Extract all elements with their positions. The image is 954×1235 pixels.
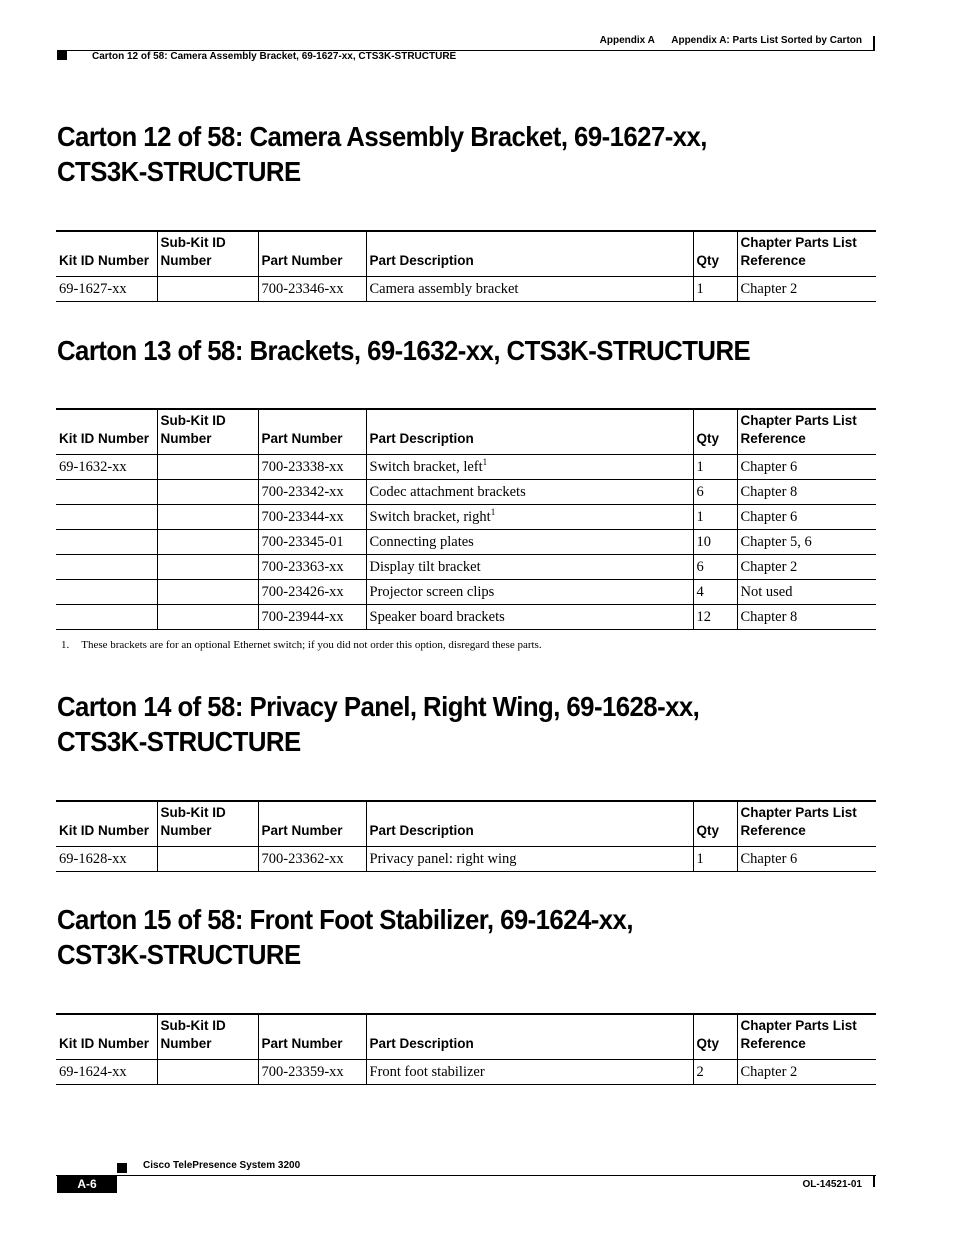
cell-part-description: Display tilt bracket [366, 555, 693, 580]
col-qty: Qty [693, 231, 737, 277]
cell-part-number: 700-23362-xx [258, 847, 366, 872]
cell-part-number: 700-23359-xx [258, 1060, 366, 1085]
cell-chapter-reference: Chapter 5, 6 [737, 530, 876, 555]
appendix-title: Appendix A: Parts List Sorted by Carton [671, 35, 862, 46]
cell-kit-id [56, 505, 157, 530]
cell-chapter-reference: Chapter 6 [737, 847, 876, 872]
col-part-description: Part Description [366, 801, 693, 847]
parts-table-carton-12 [56, 230, 876, 302]
cell-part-number: 700-23346-xx [258, 277, 366, 302]
col-part-description: Part Description [366, 409, 693, 455]
cell-chapter-reference: Not used [737, 580, 876, 605]
section-title-carton-13: Carton 13 of 58: Brackets, 69-1632-xx, CTS3K-STRUCTURE [57, 335, 751, 366]
footnote-ref[interactable]: 1 [490, 507, 496, 517]
cell-sub-kit-id [157, 530, 258, 555]
cell-kit-id: 69-1628-xx [56, 847, 157, 872]
col-qty: Qty [693, 1014, 737, 1060]
page-number: A-6 [57, 1175, 117, 1193]
col-part-number: Part Number [258, 1014, 366, 1060]
table-header-row [56, 231, 876, 277]
cell-qty: 2 [693, 1060, 737, 1085]
table-row [56, 847, 876, 872]
parts-table-carton-14 [56, 800, 876, 872]
cell-kit-id: 69-1627-xx [56, 277, 157, 302]
table-header-row [56, 1014, 876, 1060]
col-kit-id: Kit ID Number [56, 231, 157, 277]
parts-table-carton-13 [56, 408, 876, 630]
col-chapter-reference: Chapter Parts List Reference [737, 801, 876, 847]
cell-part-description: Switch bracket, left$^1$ [366, 455, 693, 480]
footnote: 1. These brackets are for an optional Ethernet switch; if you did not order this option, disregard these parts. [61, 639, 542, 651]
section-title-carton-12: Carton 12 of 58: Camera Assembly Bracket, 69-1627-xx, CTS3K-STRUCTURE [57, 121, 707, 187]
cell-kit-id: 69-1624-xx [56, 1060, 157, 1085]
col-chapter-reference: Chapter Parts List Reference [737, 409, 876, 455]
section-title-carton-15: Carton 15 of 58: Front Foot Stabilizer, 69-1624-xx, CST3K-STRUCTURE [57, 904, 633, 970]
cell-sub-kit-id [157, 580, 258, 605]
doc-number: OL-14521-01 [802, 1179, 862, 1190]
cell-kit-id: 69-1632-xx [56, 455, 157, 480]
col-part-description: Part Description [366, 231, 693, 277]
cell-part-description: Privacy panel: right wing [366, 847, 693, 872]
table-header-row [56, 409, 876, 455]
running-header-right [600, 35, 862, 46]
parts-table-carton-15 [56, 1013, 876, 1085]
cell-part-description: Projector screen clips [366, 580, 693, 605]
cell-part-description: Connecting plates [366, 530, 693, 555]
table-header-row [56, 801, 876, 847]
cell-chapter-reference: Chapter 2 [737, 1060, 876, 1085]
cell-qty: 1 [693, 455, 737, 480]
col-kit-id: Kit ID Number [56, 409, 157, 455]
cell-part-number: 700-23342-xx [258, 480, 366, 505]
col-sub-kit-id: Sub-Kit ID Number [157, 409, 258, 455]
cell-qty: 10 [693, 530, 737, 555]
header-divider [873, 36, 875, 50]
cell-part-description: Codec attachment brackets [366, 480, 693, 505]
col-qty: Qty [693, 409, 737, 455]
table-row [56, 505, 876, 530]
cell-sub-kit-id [157, 605, 258, 630]
cell-qty: 4 [693, 580, 737, 605]
col-sub-kit-id: Sub-Kit ID Number [157, 801, 258, 847]
table-row [56, 277, 876, 302]
cell-qty: 6 [693, 555, 737, 580]
cell-chapter-reference: Chapter 2 [737, 277, 876, 302]
cell-part-number: 700-23944-xx [258, 605, 366, 630]
cell-chapter-reference: Chapter 6 [737, 505, 876, 530]
footer-marker [117, 1163, 127, 1173]
cell-chapter-reference: Chapter 6 [737, 455, 876, 480]
cell-qty: 12 [693, 605, 737, 630]
cell-part-description: Front foot stabilizer [366, 1060, 693, 1085]
cell-part-description: Switch bracket, right$^1$ [366, 505, 693, 530]
col-chapter-reference: Chapter Parts List Reference [737, 1014, 876, 1060]
cell-qty: 1 [693, 847, 737, 872]
running-section-title: Carton 12 of 58: Camera Assembly Bracket, 69-1627-xx, CTS3K-STRUCTURE [92, 51, 457, 62]
table-row [56, 580, 876, 605]
table-row [56, 480, 876, 505]
cell-part-number: 700-23363-xx [258, 555, 366, 580]
cell-kit-id [56, 480, 157, 505]
table-row [56, 555, 876, 580]
cell-chapter-reference: Chapter 8 [737, 605, 876, 630]
cell-chapter-reference: Chapter 8 [737, 480, 876, 505]
cell-sub-kit-id [157, 555, 258, 580]
cell-qty: 6 [693, 480, 737, 505]
col-kit-id: Kit ID Number [56, 801, 157, 847]
cell-sub-kit-id [157, 480, 258, 505]
cell-part-number: 700-23338-xx [258, 455, 366, 480]
cell-kit-id [56, 555, 157, 580]
cell-sub-kit-id [157, 455, 258, 480]
cell-part-number: 700-23345-01 [258, 530, 366, 555]
table-row [56, 605, 876, 630]
cell-part-description: Speaker board brackets [366, 605, 693, 630]
cell-kit-id [56, 605, 157, 630]
col-part-number: Part Number [258, 409, 366, 455]
col-part-number: Part Number [258, 231, 366, 277]
cell-part-number: 700-23426-xx [258, 580, 366, 605]
cell-qty: 1 [693, 277, 737, 302]
col-chapter-reference: Chapter Parts List Reference [737, 231, 876, 277]
table-row [56, 455, 876, 480]
table-row [56, 1060, 876, 1085]
cell-sub-kit-id [157, 1060, 258, 1085]
footer-product: Cisco TelePresence System 3200 [143, 1160, 301, 1171]
cell-sub-kit-id [157, 505, 258, 530]
cell-chapter-reference: Chapter 2 [737, 555, 876, 580]
table-row [56, 530, 876, 555]
cell-part-number: 700-23344-xx [258, 505, 366, 530]
footer-divider [873, 1175, 875, 1187]
appendix-label: Appendix A [599, 35, 655, 46]
header-marker [57, 50, 67, 60]
footnote-ref[interactable]: 1 [482, 457, 488, 467]
cell-part-description: Camera assembly bracket [366, 277, 693, 302]
col-part-description: Part Description [366, 1014, 693, 1060]
cell-sub-kit-id [157, 277, 258, 302]
col-sub-kit-id: Sub-Kit ID Number [157, 1014, 258, 1060]
footer-rule [56, 1175, 876, 1176]
col-sub-kit-id: Sub-Kit ID Number [157, 231, 258, 277]
cell-qty: 1 [693, 505, 737, 530]
cell-kit-id [56, 580, 157, 605]
cell-sub-kit-id [157, 847, 258, 872]
col-part-number: Part Number [258, 801, 366, 847]
col-kit-id: Kit ID Number [56, 1014, 157, 1060]
col-qty: Qty [693, 801, 737, 847]
section-title-carton-14: Carton 14 of 58: Privacy Panel, Right Wing, 69-1628-xx, CTS3K-STRUCTURE [57, 691, 700, 757]
cell-kit-id [56, 530, 157, 555]
